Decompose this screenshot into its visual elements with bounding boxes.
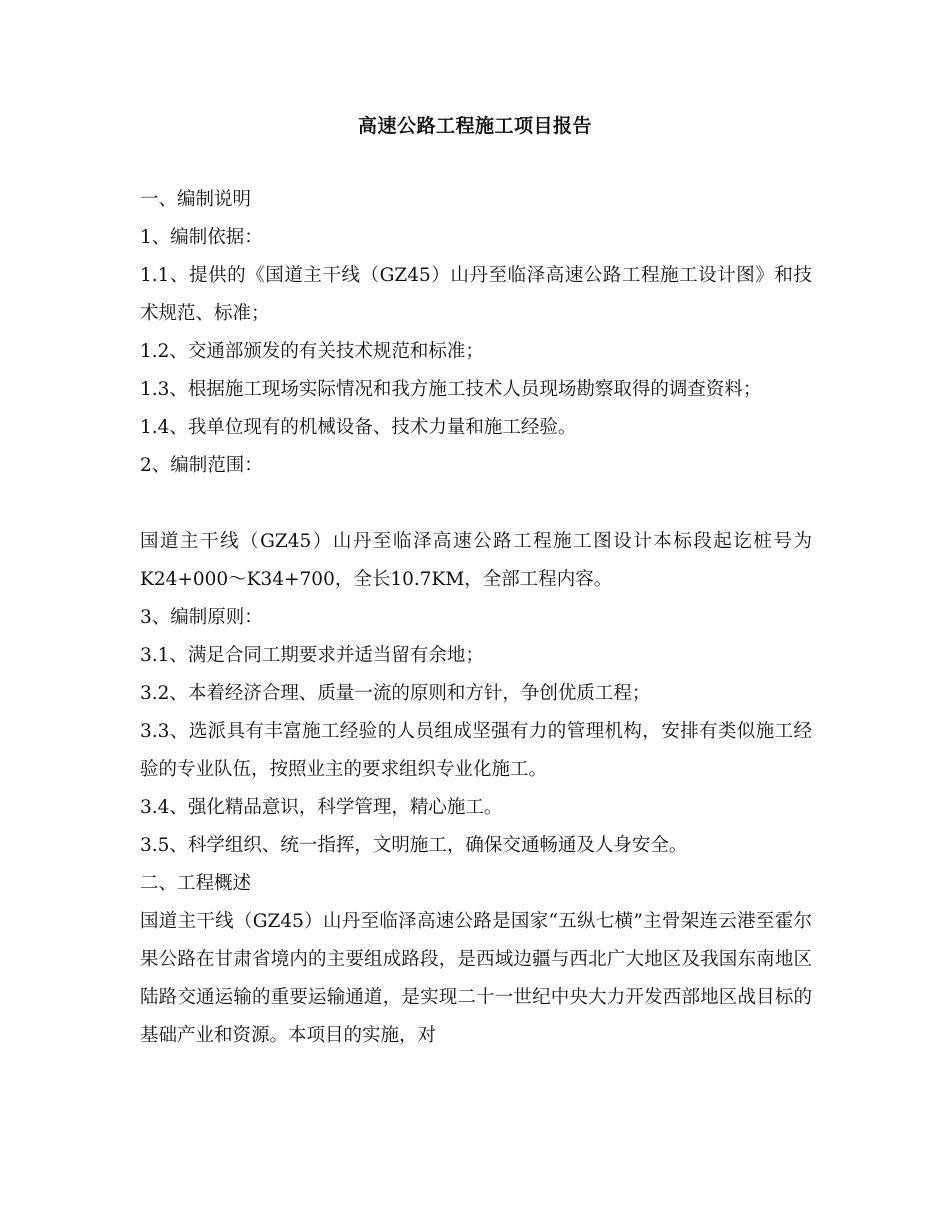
section-heading: 二、工程概述 — [140, 873, 252, 894]
section-heading: 一、编制说明 — [140, 189, 252, 210]
list-item: 3.3、选派具有丰富施工经验的人员组成坚强有力的管理机构，安排有类似施工经验的专业队伍，按照业主的要求组织专业化施工。 — [140, 721, 812, 780]
subsection-heading: 2、编制范围： — [140, 455, 263, 476]
list-item: 1.2、交通部颁发的有关技术规范和标准； — [140, 341, 484, 362]
paragraph: 国道主干线（GZ45）山丹至临泽高速公路是国家“五纵七横”主骨架连云港至霍尔果公路在甘肃省境内的主要组成路段，是西域边疆与西北广大地区及我国东南地区陆路交通运输的重要运输通道，是实现二十一世纪中央大力开发西部地区战目标的基础产业和资源。本项目的实施，对 — [140, 911, 812, 1046]
subsection-heading: 3、编制原则： — [140, 607, 263, 628]
list-item: 1.1、提供的《国道主干线（GZ45）山丹至临泽高速公路工程施工设计图》和技术规范、标准； — [140, 265, 812, 324]
list-item: 1.3、根据施工现场实际情况和我方施工技术人员现场勘察取得的调查资料； — [140, 379, 762, 400]
document-body — [140, 181, 812, 1055]
subsection-heading: 1、编制依据： — [140, 227, 263, 248]
list-item: 3.2、本着经济合理、质量一流的原则和方针，争创优质工程； — [140, 683, 651, 704]
list-item: 3.4、强化精品意识，科学管理，精心施工。 — [140, 797, 503, 818]
list-item: 1.4、我单位现有的机械设备、技术力量和施工经验。 — [140, 417, 577, 438]
list-item: 3.1、满足合同工期要求并适当留有余地； — [140, 645, 484, 666]
list-item: 3.5、科学组织、统一指挥，文明施工，确保交通畅通及人身安全。 — [140, 835, 688, 856]
document-title: 高速公路工程施工项目报告 — [357, 115, 592, 137]
paragraph: 国道主干线（GZ45）山丹至临泽高速公路工程施工图设计本标段起讫桩号为K24+000～K34+700，全长10.7KM，全部工程内容。 — [140, 531, 812, 590]
